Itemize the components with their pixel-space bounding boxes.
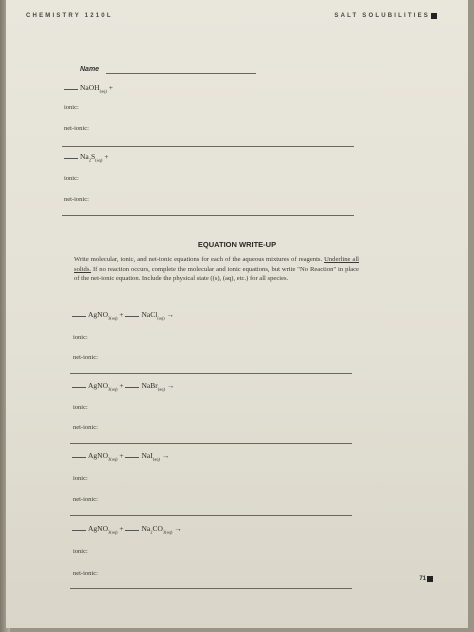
answer-line — [70, 373, 352, 374]
ionic-label: ionic: — [73, 334, 88, 341]
section-title: EQUATION WRITE-UP — [197, 240, 277, 249]
page-number: 71 — [419, 576, 426, 582]
reagent-b: NaI — [141, 451, 153, 460]
state: (aq) — [110, 315, 118, 321]
subscript: 3 — [108, 315, 111, 321]
coefficient-blank — [125, 316, 139, 317]
coefficient-blank — [64, 158, 78, 159]
answer-line — [62, 215, 354, 216]
state: (aq) — [165, 529, 173, 535]
plus-sign: + — [119, 451, 124, 460]
reaction-arrow: → — [166, 310, 174, 319]
reagent-b: CO — [152, 524, 163, 533]
state: (aq) — [110, 456, 118, 462]
state: (aq) — [99, 88, 107, 94]
name-line — [106, 73, 256, 74]
answer-line — [70, 588, 352, 589]
instructions-paragraph — [74, 255, 359, 284]
subscript: 3 — [108, 456, 111, 462]
state: (aq) — [110, 529, 118, 535]
state: (aq) — [152, 456, 160, 462]
subscript: 3 — [108, 386, 111, 392]
net-ionic-label: net-ionic: — [64, 196, 89, 203]
net-ionic-label: net-ionic: — [73, 570, 98, 577]
net-ionic-label: net-ionic: — [64, 125, 89, 132]
formula: Na — [80, 152, 89, 161]
reaction-arrow: → — [166, 381, 175, 390]
reaction-agno3-nabr — [72, 381, 174, 392]
subscript: 3 — [162, 529, 166, 535]
answer-line — [70, 515, 352, 516]
page-number-square-mark — [427, 576, 433, 582]
state: (aq) — [95, 157, 103, 163]
coefficient-blank — [72, 457, 86, 458]
reagent-a: AgNO — [88, 381, 108, 390]
ionic-label: ionic: — [73, 404, 88, 411]
reaction-arrow: → — [174, 524, 182, 533]
name-label: Name — [80, 66, 100, 73]
state: (aq) — [110, 386, 118, 392]
coefficient-blank — [72, 530, 86, 531]
answer-line — [62, 146, 354, 147]
reaction-agno3-nacl — [72, 310, 174, 321]
coefficient-blank — [125, 387, 139, 388]
ionic-label: ionic: — [73, 548, 88, 555]
ionic-label: ionic: — [73, 475, 88, 482]
plus-sign: + — [108, 83, 113, 92]
state: (aq) — [157, 315, 165, 321]
state: (aq) — [157, 386, 165, 392]
equation-na2s — [64, 152, 109, 163]
coefficient-blank — [125, 457, 139, 458]
reaction-agno3-na2co3 — [72, 524, 182, 535]
instructions-text: If no reaction occurs, complete the molecular and ionic equations, but write "No Reaction" in place of the net-ionic equation. Include the physical state ((s), (aq), etc.) for all species. — [74, 265, 359, 282]
plus-sign: + — [104, 152, 109, 161]
plus-sign: + — [119, 310, 124, 319]
formula: S — [91, 152, 96, 161]
instructions-underlined: Underline all solids. — [74, 256, 360, 273]
coefficient-blank — [72, 316, 86, 317]
coefficient-blank — [125, 530, 139, 531]
ionic-label: ionic: — [64, 104, 79, 111]
reagent-a: AgNO — [88, 310, 108, 319]
subscript: 2 — [88, 157, 91, 163]
coefficient-blank — [64, 89, 78, 90]
ionic-label: ionic: — [64, 175, 79, 182]
answer-line — [70, 443, 352, 444]
reagent-a: AgNO — [88, 451, 108, 460]
net-ionic-label: net-ionic: — [73, 354, 98, 361]
reagent-b: Na — [141, 524, 151, 533]
coefficient-blank — [72, 387, 86, 388]
reaction-arrow: → — [161, 451, 170, 460]
running-header-left: CHEMISTRY 1210L — [26, 13, 113, 19]
subscript: 3 — [108, 529, 111, 535]
reagent-a: AgNO — [88, 524, 108, 533]
reagent-b: NaCl — [141, 310, 158, 319]
reagent-b: NaBr — [141, 381, 158, 390]
header-square-mark — [431, 13, 437, 19]
instructions-text: Write molecular, ionic, and net-ionic equations for each of the aqueous mixtures of reagents. — [74, 256, 325, 263]
plus-sign: + — [119, 381, 124, 390]
net-ionic-label: net-ionic: — [73, 424, 98, 431]
equation-naoh — [64, 83, 113, 94]
plus-sign: + — [119, 524, 124, 533]
reaction-agno3-nai — [72, 451, 169, 462]
subscript: 2 — [150, 529, 153, 535]
running-header-right: SALT SOLUBILITIES — [334, 13, 430, 19]
net-ionic-label: net-ionic: — [73, 496, 98, 503]
formula: NaOH — [80, 83, 100, 92]
